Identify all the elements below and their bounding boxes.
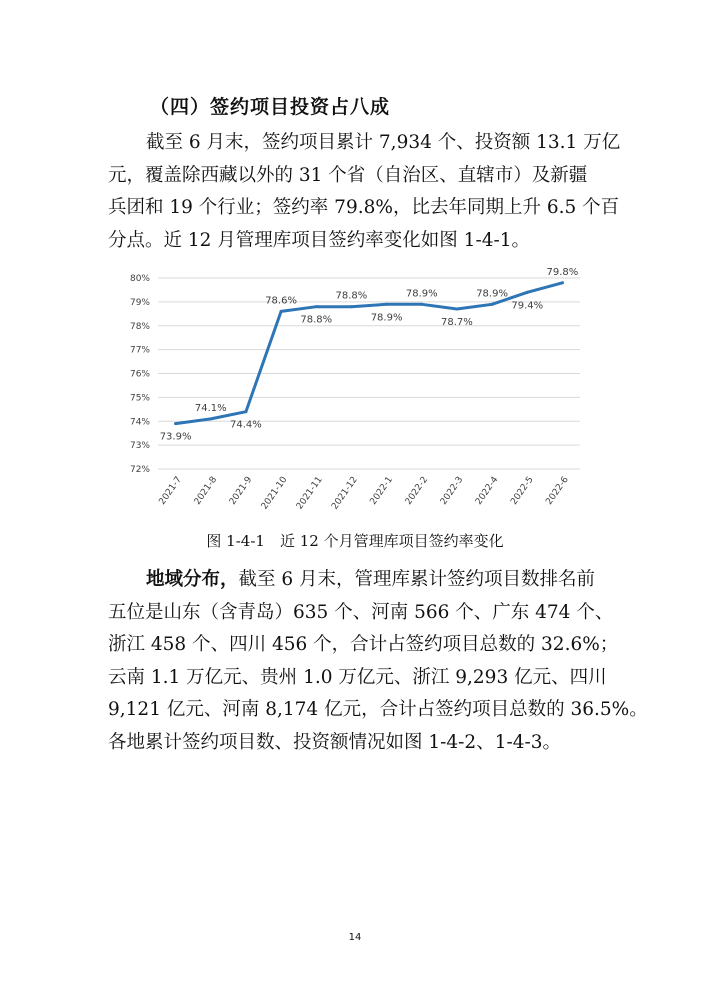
- y-tick-label: 72%: [129, 465, 150, 475]
- data-label: 78.7%: [441, 317, 473, 329]
- y-tick-label: 80%: [129, 274, 150, 284]
- section-heading: （四）签约项目投资占八成: [150, 96, 391, 118]
- data-point: [209, 417, 212, 420]
- paragraph-regional-distribution: [108, 564, 648, 759]
- data-point: [526, 291, 529, 294]
- data-point: [244, 410, 247, 413]
- x-tick-label: 2022-4: [474, 474, 501, 507]
- y-tick-label: 74%: [129, 417, 150, 428]
- y-axis-ticks: [130, 274, 150, 475]
- x-tick-label: 2021-8: [192, 474, 220, 507]
- paragraph-line: 各地累计签约项目数、投资额情况如图 1-4-2、1-4-3。: [108, 731, 562, 753]
- data-point: [491, 303, 494, 306]
- x-axis-ticks: [158, 475, 571, 512]
- y-tick-label: 73%: [129, 441, 150, 452]
- data-point: [174, 422, 177, 425]
- lead-line-text: 截至 6 月末，管理库累计签约项目数排名前: [238, 569, 596, 590]
- data-point: [455, 308, 458, 311]
- data-point: [280, 310, 283, 313]
- y-tick-label: 79%: [129, 297, 150, 308]
- data-point: [350, 305, 353, 308]
- y-tick-label: 78%: [129, 321, 150, 332]
- data-label: 78.9%: [405, 288, 438, 300]
- paragraph-line: 分点。近 12 月管理库项目签约率变化如图 1-4-1。: [108, 229, 530, 251]
- data-label: 78.8%: [335, 290, 368, 302]
- data-label: 78.8%: [300, 314, 333, 326]
- data-label: 79.8%: [546, 266, 579, 278]
- paragraph-line: 9,121 亿元、河南 8,174 亿元，合计占签约项目总数的 36.5%。: [108, 699, 648, 720]
- data-label: 78.9%: [476, 288, 508, 300]
- page-number: 14: [348, 932, 362, 943]
- data-label: 74.4%: [230, 419, 262, 431]
- x-tick-label: 2022-5: [509, 474, 536, 507]
- data-label: 78.6%: [265, 295, 297, 307]
- y-tick-label: 75%: [129, 393, 150, 404]
- x-tick-label: 2021-9: [227, 474, 255, 507]
- data-point: [385, 303, 388, 306]
- data-point: [561, 281, 564, 284]
- data-point: [315, 305, 318, 308]
- figure-caption: 图 1-4-1 近 12 个月管理库项目签约率变化: [206, 532, 504, 550]
- x-tick-label: 2021-11: [294, 474, 325, 512]
- x-tick-label: 2022-1: [368, 474, 396, 507]
- data-label: 78.9%: [370, 312, 403, 324]
- x-tick-label: 2022-3: [438, 474, 466, 507]
- data-label: 79.4%: [511, 300, 544, 312]
- y-tick-label: 76%: [129, 369, 150, 380]
- data-label: 74.1%: [194, 402, 227, 414]
- chart-series: [174, 281, 564, 425]
- paragraph-line: 五位是山东（含青岛）635 个、河南 566 个、广东 474 个、: [108, 601, 614, 623]
- lead-term: 地域分布，: [146, 569, 239, 590]
- x-tick-label: 2022-2: [403, 474, 431, 507]
- y-tick-label: 77%: [129, 345, 150, 356]
- paragraph-line: 截至 6 月末，签约项目累计 7,934 个、投资额 13.1 万亿: [146, 132, 621, 153]
- data-label: 73.9%: [159, 431, 192, 443]
- paragraph-line: [108, 564, 608, 597]
- x-tick-label: 2022-6: [544, 474, 571, 507]
- paragraph-line: 兵团和 19 个行业；签约率 79.8%，比去年同期上升 6.5 个百: [108, 197, 620, 218]
- series-line: [176, 283, 563, 424]
- x-tick-label: 2021-10: [259, 474, 290, 512]
- data-point: [420, 303, 423, 306]
- x-tick-label: 2021-12: [330, 474, 360, 512]
- signing-rate-chart: [110, 262, 600, 532]
- line-chart-svg: [110, 262, 600, 532]
- paragraph-line: 云南 1.1 万亿元、贵州 1.0 万亿元、浙江 9,293 亿元、四川: [108, 666, 607, 688]
- x-tick-label: 2021-7: [157, 474, 185, 507]
- paragraph-line: 浙江 458 个、四川 456 个，合计占签约项目总数的 32.6%；: [108, 634, 619, 655]
- paragraph-line: 元，覆盖除西藏以外的 31 个省（自治区、直辖市）及新疆: [108, 164, 588, 186]
- paragraph-signed-projects: [108, 127, 621, 257]
